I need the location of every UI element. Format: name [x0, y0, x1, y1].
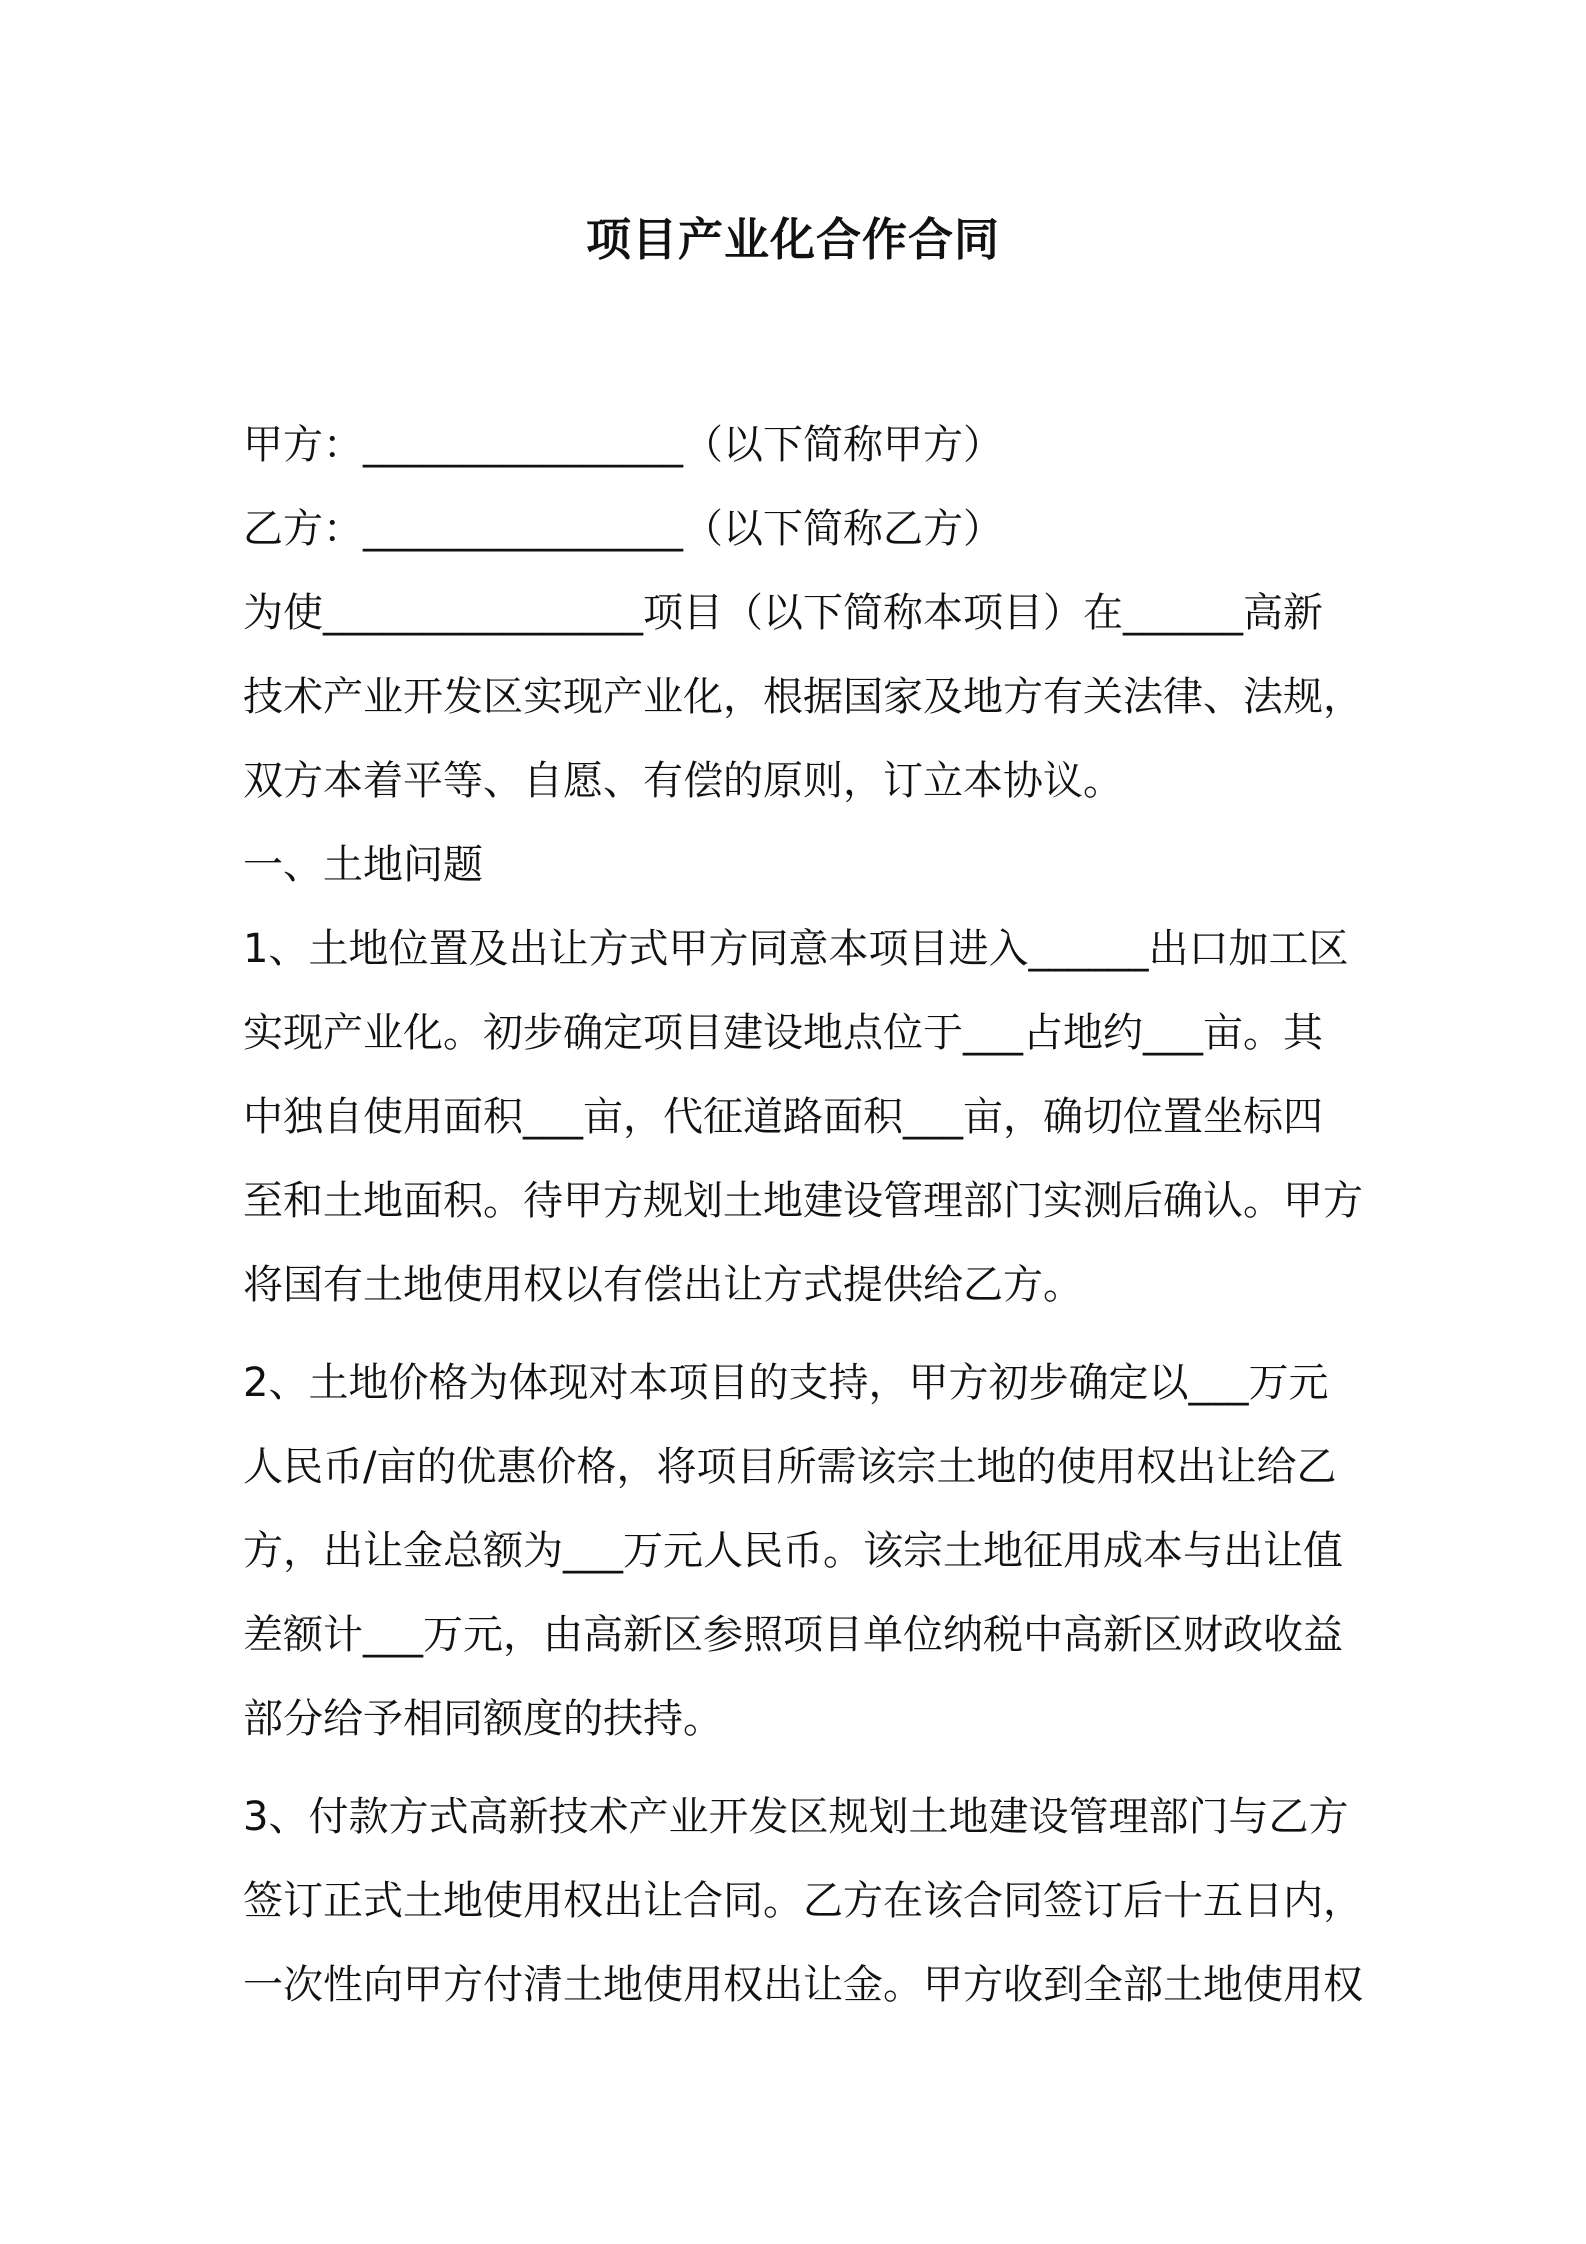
clause-1-paragraph — [243, 907, 1363, 1327]
party-b-text: 乙方：________________（以下简称乙方） — [243, 506, 1003, 552]
clause-2-line: 方，出让金总额为___万元人民币。该宗土地征用成本与出让值 — [243, 1528, 1343, 1574]
party-b-line — [243, 487, 1355, 571]
intro-line: 双方本着平等、自愿、有偿的原则，订立本协议。 — [243, 758, 1123, 804]
intro-line: 为使________________项目（以下简称本项目）在______高新 — [243, 590, 1323, 636]
party-a-line — [243, 403, 1355, 487]
clause-3-paragraph — [243, 1775, 1363, 2027]
document-title: 项目产业化合作合同 — [585, 213, 1000, 266]
clause-1-line: 中独自使用面积___亩，代征道路面积___亩，确切位置坐标四 — [243, 1094, 1323, 1140]
clause-3-line: 3、付款方式高新技术产业开发区规划土地建设管理部门与乙方 — [243, 1794, 1349, 1840]
intro-line: 技术产业开发区实现产业化，根据国家及地方有关法律、法规， — [243, 674, 1363, 720]
clause-2-paragraph — [243, 1341, 1355, 1761]
clause-1-line: 实现产业化。初步确定项目建设地点位于___占地约___亩。其 — [243, 1010, 1323, 1056]
clause-1-line: 至和土地面积。待甲方规划土地建设管理部门实测后确认。甲方 — [243, 1178, 1363, 1224]
clause-1-line: 将国有土地使用权以有偿出让方式提供给乙方。 — [243, 1262, 1083, 1308]
party-a-text: 甲方：________________（以下简称甲方） — [243, 422, 1003, 468]
clause-3-line: 一次性向甲方付清土地使用权出让金。甲方收到全部土地使用权 — [243, 1962, 1363, 2008]
clause-3-line: 签订正式土地使用权出让合同。乙方在该合同签订后十五日内， — [243, 1878, 1363, 1924]
clause-2-line: 人民币/亩的优惠价格，将项目所需该宗土地的使用权出让给乙 — [243, 1444, 1337, 1490]
clause-2-line: 差额计___万元，由高新区参照项目单位纳税中高新区财政收益 — [243, 1612, 1343, 1658]
document-body — [243, 403, 1363, 2027]
clause-1-line: 1、土地位置及出让方式甲方同意本项目进入______出口加工区 — [243, 926, 1349, 972]
section-heading — [243, 823, 1355, 907]
section-1-heading: 一、土地问题 — [243, 842, 483, 888]
clause-2-line: 部分给予相同额度的扶持。 — [243, 1696, 723, 1742]
intro-paragraph — [243, 571, 1363, 823]
clause-2-line: 2、土地价格为体现对本项目的支持，甲方初步确定以___万元 — [243, 1360, 1329, 1406]
